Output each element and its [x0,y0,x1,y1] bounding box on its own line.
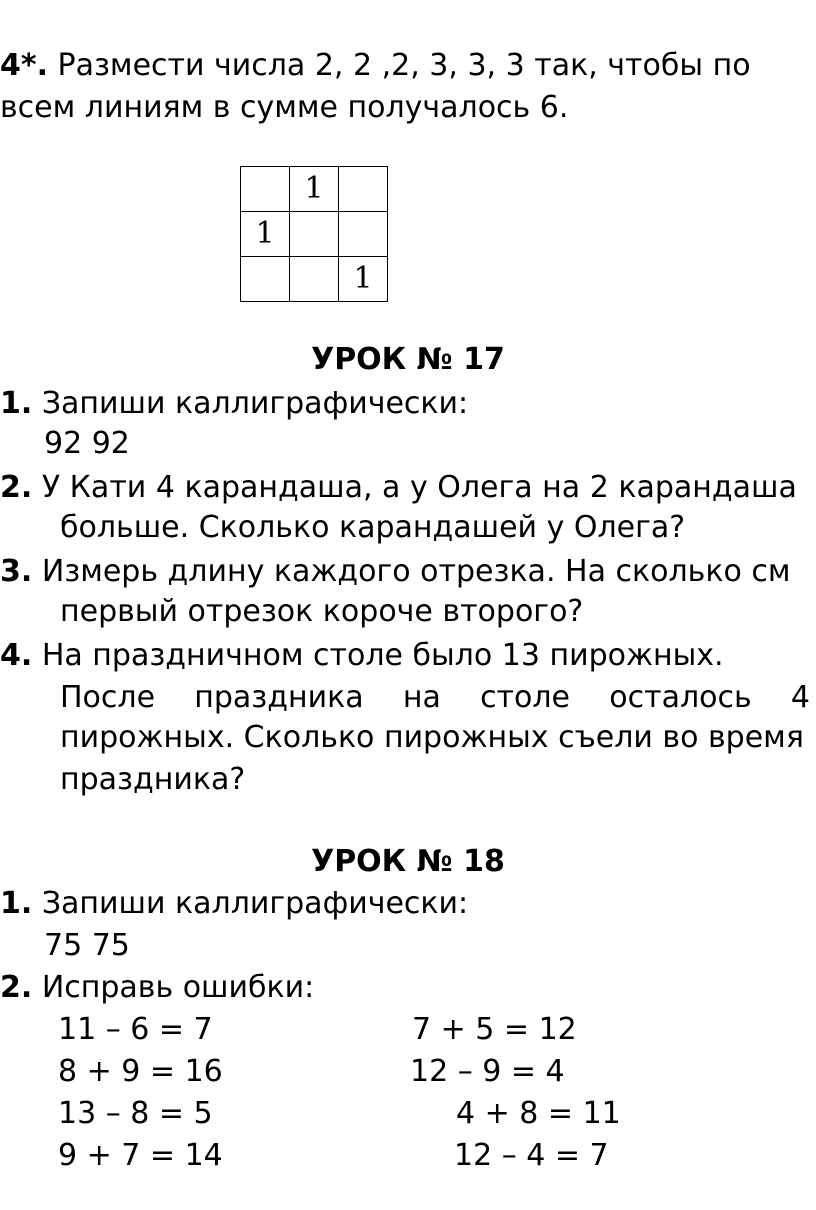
lesson-17-task-4 [0,636,724,676]
grid-cell [290,257,339,302]
equation-left-3: 13 – 8 = 5 [58,1096,213,1131]
task-number: 3. [0,554,33,589]
task-number: 2. [0,470,33,505]
lesson-17-task-4-line-2 [60,678,810,718]
grid-row [241,257,388,302]
task-text: Измерь длину каждого отрезка. На сколько см [32,554,791,589]
equation-left-2: 8 + 9 = 16 [58,1054,223,1089]
lesson-17-task-1 [0,384,468,424]
grid-row [241,167,388,212]
word: на [402,680,441,715]
equation-left-1: 11 – 6 = 7 [58,1012,213,1047]
word: осталось [609,680,752,715]
grid-cell [339,167,388,212]
lesson-18-title: УРОК № 18 [311,844,505,879]
word: столе [480,680,571,715]
equation-left-4: 9 + 7 = 14 [58,1138,223,1173]
task-text: У Кати 4 карандаша, а у Олега на 2 карандаша [32,470,797,505]
task-4-text-1: Размести числа 2, 2 ,2, 3, 3, 3 так, чтобы по [47,48,751,83]
task-4-line-2: всем линиям в сумме получалось 6. [0,90,569,125]
grid-cell [241,167,290,212]
lesson-18-calligraphy-sample: 75 75 [44,928,130,963]
grid-cell [241,257,290,302]
word: праздника [194,680,364,715]
word: 4 [790,680,810,715]
lesson-17-task-2 [0,468,797,508]
task-4-number: 4*. [0,48,48,83]
word: После [60,680,156,715]
lesson-17-task-4-line-3: пирожных. Сколько пирожных съели во время [60,720,804,755]
grid-cell [290,212,339,257]
lesson-18-task-1 [0,884,468,924]
task-number: 2. [0,970,33,1005]
grid-cell: 1 [290,167,339,212]
lesson-17-task-2-line-2: больше. Сколько карандашей у Олега? [60,510,686,545]
lesson-18-task-2 [0,968,314,1008]
task-text: Исправь ошибки: [32,970,315,1005]
task-number: 4. [0,638,33,673]
lesson-17-title: УРОК № 17 [311,342,505,377]
grid-cell: 1 [339,257,388,302]
lesson-17-calligraphy-sample: 92 92 [44,426,130,461]
task-number: 1. [0,886,33,921]
lesson-17-task-3-line-2: первый отрезок короче второго? [60,594,584,629]
task-number: 1. [0,386,33,421]
number-grid [240,166,388,302]
lesson-17-task-4-line-4: праздника? [60,762,246,797]
equation-right-2: 12 – 9 = 4 [410,1054,565,1089]
grid-row [241,212,388,257]
task-4-line-1 [0,46,751,86]
grid-cell [339,212,388,257]
equation-right-1: 7 + 5 = 12 [412,1012,577,1047]
grid-cell: 1 [241,212,290,257]
task-text: Запиши каллиграфически: [32,886,469,921]
lesson-17-task-3 [0,552,790,592]
equation-right-4: 12 – 4 = 7 [454,1138,609,1173]
task-text: На праздничном столе было 13 пирожных. [32,638,724,673]
equation-right-3: 4 + 8 = 11 [456,1096,621,1131]
task-text: Запиши каллиграфически: [32,386,469,421]
